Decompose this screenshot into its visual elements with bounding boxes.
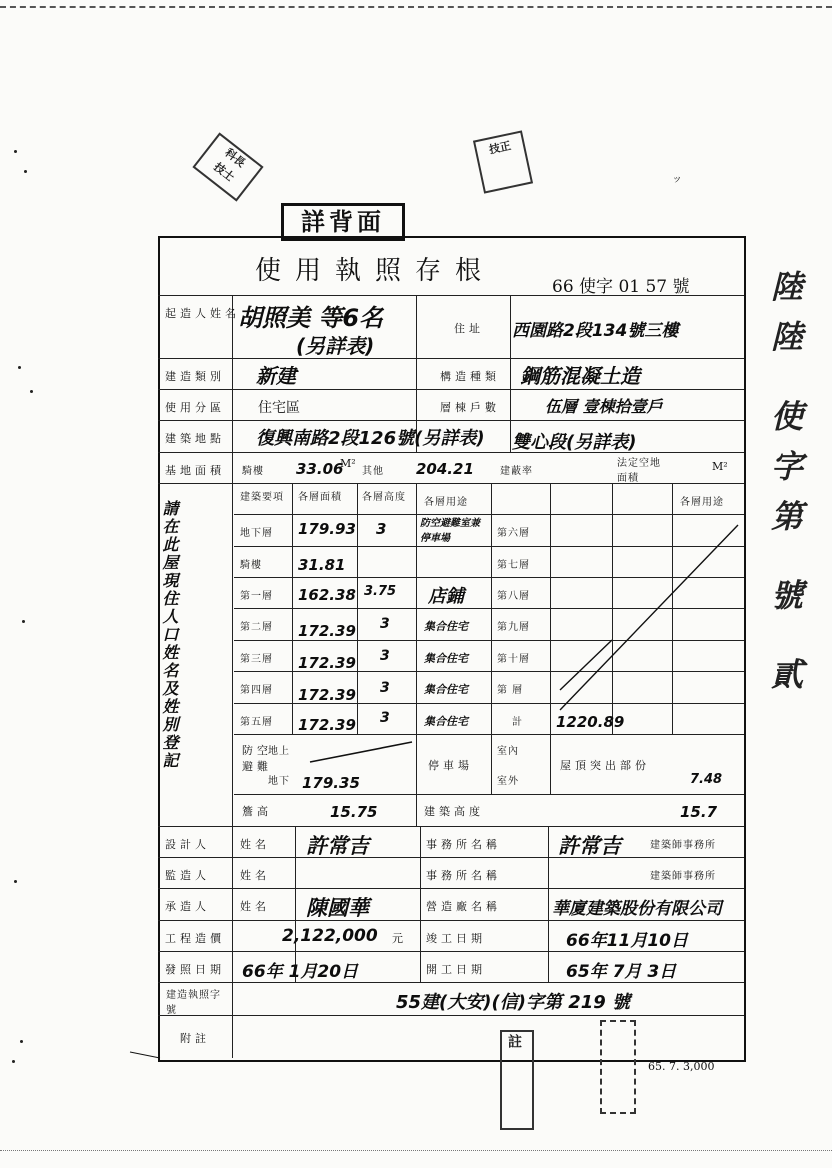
- floor1-use: 店鋪: [428, 586, 464, 607]
- site-label: 建築地點: [165, 432, 225, 445]
- parking-label: 停車場: [428, 759, 473, 772]
- floor5-label: 第五層: [240, 717, 273, 728]
- completion-label: 竣工日期: [426, 932, 486, 945]
- floor2-area: 172.39: [298, 622, 356, 640]
- floor2-use: 集合住宅: [424, 620, 468, 633]
- contractor-name: 陳國華: [306, 896, 369, 920]
- right-edge-text: 陸陸 使字第 號 貳: [766, 270, 804, 708]
- total-area: 1220.89: [556, 713, 625, 731]
- unit-m2: M²: [340, 457, 356, 470]
- floor3-use: 集合住宅: [424, 652, 468, 665]
- unit-m2-legal: M²: [712, 460, 728, 473]
- floor7-label: 第七層: [497, 560, 530, 571]
- approval-stamp-1: 科長 技士: [192, 132, 263, 201]
- floor-height-header: 各層高度: [362, 492, 406, 503]
- completion-value: 66年11月10日: [566, 931, 688, 951]
- above-label: 地上: [268, 746, 290, 757]
- floor3-area: 172.39: [298, 654, 356, 672]
- floor3-height: 3: [380, 648, 390, 664]
- builder-label: 起造人姓名: [165, 307, 240, 320]
- firm-name: 華廈建築股份有限公司: [552, 899, 722, 919]
- designer-name: 許常吉: [306, 834, 369, 858]
- below-label: 地下: [268, 776, 290, 787]
- shelter-below-area: 179.35: [302, 774, 360, 792]
- floor4-use: 集合住宅: [424, 683, 468, 696]
- coverage-label: 建蔽率: [500, 466, 533, 477]
- structure-type-label: 構造種類: [440, 370, 500, 383]
- building-type-label: 建造類別: [165, 370, 225, 383]
- floor1-area: 162.38: [298, 586, 356, 604]
- floor5-use: 集合住宅: [424, 715, 468, 728]
- designer-name-label: 姓名: [240, 838, 270, 851]
- roof-area: 7.48: [690, 772, 723, 787]
- arcade-row-area: 31.81: [298, 556, 346, 574]
- floor5-height: 3: [380, 710, 390, 726]
- floors-units-label: 層棟戶數: [440, 401, 500, 414]
- designer-office-name: 許常吉: [558, 834, 621, 858]
- legal-open-label: 法定空地面積: [617, 458, 661, 484]
- basement-use: 防空避難室兼停車場: [420, 518, 480, 544]
- floor-item-header: 建築要項: [240, 492, 284, 503]
- contractor-label: 承造人: [165, 900, 210, 913]
- arcade-row-label: 騎樓: [240, 560, 262, 571]
- unit-yuan: 元: [392, 932, 403, 945]
- arch-office-label-2: 建築師事務所: [650, 871, 716, 882]
- permit-number: 66 使字 01 57 號: [552, 277, 690, 297]
- basement-area: 179.93: [298, 520, 356, 538]
- issue-date-label: 發照日期: [165, 963, 225, 976]
- floors-units-value: 伍層 壹棟拾壹戶: [545, 397, 663, 416]
- note-label: 附註: [180, 1032, 210, 1045]
- top-note: ッ: [672, 174, 682, 185]
- usage-zone-label: 使用分區: [165, 401, 225, 414]
- address-label: 住址: [454, 322, 484, 335]
- designer-label: 設計人: [165, 838, 210, 851]
- floor1-height: 3.75: [364, 584, 397, 599]
- floor8-label: 第八層: [497, 591, 530, 602]
- floor3-label: 第三層: [240, 654, 273, 665]
- floor4-area: 172.39: [298, 686, 356, 704]
- bottom-stamp: 註: [500, 1030, 534, 1130]
- site-value-2: 雙心段(另詳表): [512, 432, 637, 453]
- roof-label: 屋頂突出部份: [560, 759, 650, 772]
- floor2-height: 3: [380, 616, 390, 632]
- eave-height: 15.75: [330, 803, 378, 821]
- start-value: 65年 7月 3日: [566, 962, 677, 982]
- indoor-label: 室內: [497, 746, 519, 757]
- arch-office-label: 建築師事務所: [650, 840, 716, 851]
- building-height-label: 建築高度: [424, 805, 484, 818]
- other-area-value: 204.21: [416, 460, 474, 478]
- form-title: 使用執照存根: [255, 256, 496, 286]
- building-height: 15.7: [680, 803, 718, 821]
- other-label: 其他: [362, 466, 384, 477]
- cost-label: 工程造價: [165, 932, 225, 945]
- cost-value: 2,122,000: [282, 926, 378, 946]
- arcade-label: 騎樓: [242, 466, 264, 477]
- designer-office-label: 事務所名稱: [426, 838, 501, 851]
- shelter-label: 防空避難: [242, 744, 272, 773]
- margin-note: 請在此屋現住人口姓名及姓別登記: [160, 500, 179, 770]
- supervisor-label: 監造人: [165, 869, 210, 882]
- eave-label: 簷高: [242, 805, 272, 818]
- total-label: 計: [512, 717, 523, 728]
- floor-n-label: 第 層: [497, 685, 524, 696]
- basement-height: 3: [376, 520, 387, 538]
- address-value: 西園路2段134號三樓: [512, 321, 679, 341]
- building-type-value: 新建: [256, 364, 296, 388]
- usage-zone-value: 住宅區: [258, 400, 300, 416]
- floor5-area: 172.39: [298, 716, 356, 734]
- structure-type-value: 鋼筋混凝土造: [520, 364, 640, 388]
- area-label: 基地面積: [165, 464, 225, 477]
- start-label: 開工日期: [426, 963, 486, 976]
- floor4-height: 3: [380, 680, 390, 696]
- floor-use-header-2: 各層用途: [680, 497, 724, 508]
- floor10-label: 第十層: [497, 654, 530, 665]
- floor9-label: 第九層: [497, 622, 530, 633]
- outdoor-label: 室外: [497, 776, 519, 787]
- bottom-stamp-2: [600, 1020, 636, 1114]
- builder-name: 胡照美 等6名: [238, 304, 384, 332]
- firm-label: 營造廠名稱: [426, 900, 501, 913]
- approval-stamp-2: 技正: [473, 130, 533, 193]
- floor-use-header: 各層用途: [424, 497, 468, 508]
- floor6-label: 第六層: [497, 528, 530, 539]
- footer-print: 65. 7. 3,000: [648, 1060, 715, 1073]
- basement-label: 地下層: [240, 528, 273, 539]
- tab-label: 詳背面: [281, 203, 405, 241]
- supervisor-office-label: 事務所名稱: [426, 869, 501, 882]
- issue-date-value: 66年 1月20日: [242, 962, 359, 982]
- site-value: 復興南路2段126號(另詳表): [256, 428, 485, 449]
- supervisor-name-label: 姓名: [240, 869, 270, 882]
- arcade-area-value: 33.06: [296, 460, 344, 478]
- floor1-label: 第一層: [240, 591, 273, 602]
- contractor-name-label: 姓名: [240, 900, 270, 913]
- floor-area-header: 各層面積: [298, 492, 342, 503]
- permit-ref-value: 55建(大安)(信)字第 219 號: [396, 992, 631, 1013]
- floor2-label: 第二層: [240, 622, 273, 633]
- builder-name-2: (另詳表): [296, 334, 375, 358]
- floor4-label: 第四層: [240, 685, 273, 696]
- permit-ref-label: 建造執照字號: [166, 990, 221, 1016]
